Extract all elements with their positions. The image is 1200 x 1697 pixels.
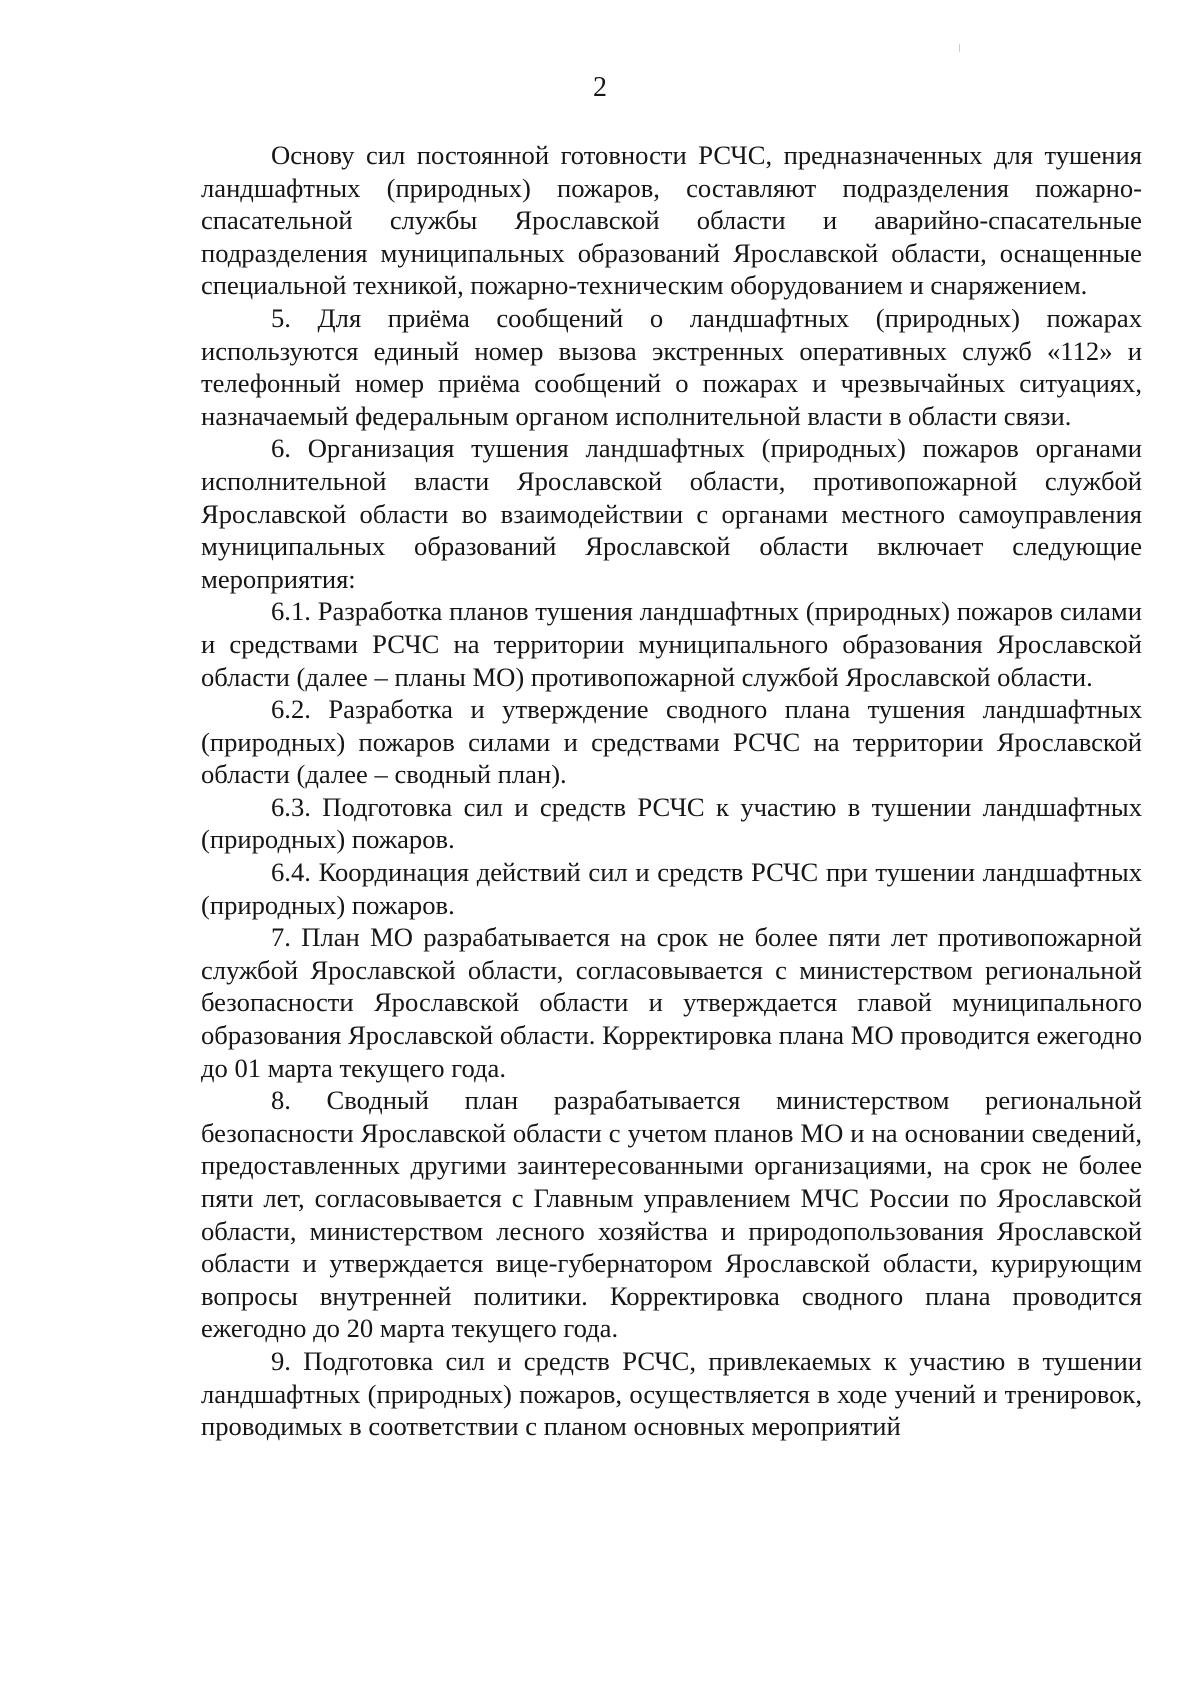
document-body [201, 139, 1142, 1443]
paragraph-6-1-mo-plans: 6.1. Разработка планов тушения ландшафтных (природных) пожаров силами и средствами РСЧС на территории муниципального образования Ярославской области (далее – планы МО) противопожарной службой Ярославской области. [201, 596, 1142, 692]
paragraph-forces-basis: Основу сил постоянной готовности РСЧС, предназначенных для тушения ландшафтных (природных) пожаров, составляют подразделения пожарно-спасательной службы Ярославской области и аварийно-спасательные подразделения муниципальных образований Ярославской области, оснащенные специальной техникой, пожарно-техническим оборудованием и снаряжением. [201, 140, 1142, 301]
paragraph-6-3-preparation: 6.3. Подготовка сил и средств РСЧС к участию в тушении ландшафтных (природных) пожаров. [201, 791, 1142, 855]
page-number: 2 [593, 72, 607, 103]
paragraph-6-organization: 6. Организация тушения ландшафтных (природных) пожаров органами исполнительной власти Ярославской области, противопожарной службой Ярославской области во взаимодействии с органами местного самоуправления муниципальных образований Ярославской области включает следующие мероприятия: [201, 433, 1142, 594]
paragraph-6-2-consolidated-plan: 6.2. Разработка и утверждение сводного плана тушения ландшафтных (природных) пожаров силами и средствами РСЧС на территории Ярославской области (далее – сводный план). [201, 694, 1142, 790]
paragraph-7-mo-plan: 7. План МО разрабатывается на срок не более пяти лет противопожарной службой Ярославской области, согласовывается с министерством региональной безопасности Ярославской области и утверждается главой муниципального образования Ярославской области. Корректировка плана МО проводится ежегодно до 01 марта текущего года. [201, 922, 1142, 1083]
scan-artifact-mark [959, 44, 960, 52]
paragraph-8-consolidated-plan: 8. Сводный план разрабатывается министерством региональной безопасности Ярославской области с учетом планов МО и на основании сведений, предоставленных другими заинтересованными организациями, на срок не более пяти лет, согласовывается с Главным управлением МЧС России по Ярославской области, министерством лесного хозяйства и природопользования Ярославской области и утверждается вице-губернатором Ярославской области, курирующим вопросы внутренней политики. Корректировка сводного плана проводится ежегодно до 20 марта текущего года. [201, 1085, 1142, 1344]
paragraph-9-training: 9. Подготовка сил и средств РСЧС, привлекаемых к участию в тушении ландшафтных (природных) пожаров, осуществляется в ходе учений и тренировок, проводимых в соответствии с планом основных мероприятий [201, 1345, 1142, 1442]
paragraph-6-4-coordination: 6.4. Координация действий сил и средств РСЧС при тушении ландшафтных (природных) пожаров. [201, 857, 1142, 920]
paragraph-5-reporting-numbers: 5. Для приёма сообщений о ландшафтных (природных) пожарах используются единый номер вызова экстренных оперативных служб «112» и телефонный номер приёма сообщений о пожарах и чрезвычайных ситуациях, назначаемый федеральным органом исполнительной власти в области связи. [201, 302, 1142, 431]
